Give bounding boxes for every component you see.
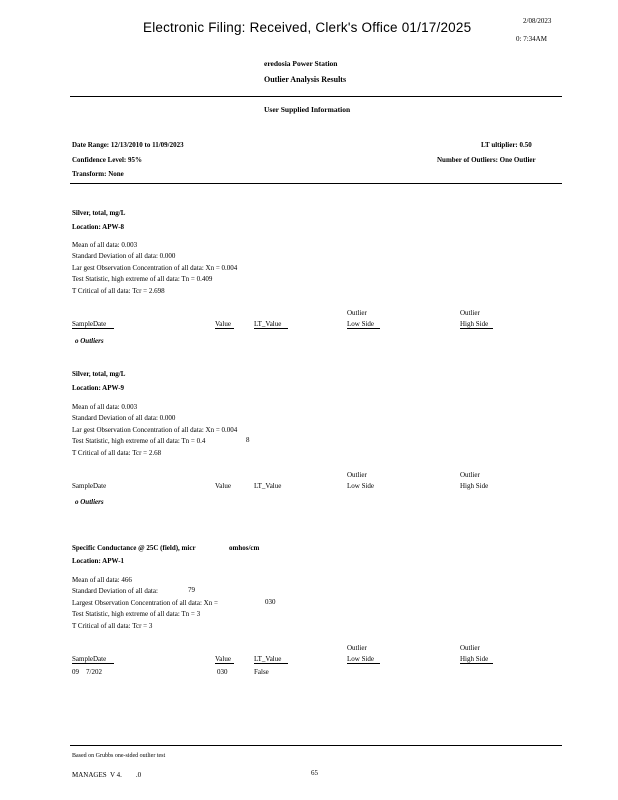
underline-value xyxy=(215,663,234,664)
parameter-name: Specific Conductance @ 25C (field), micr xyxy=(72,544,196,552)
stat-mean: Mean of all data: 466 xyxy=(72,576,132,584)
underline-sample-date xyxy=(72,328,114,329)
statistics xyxy=(72,402,237,459)
underline-high-side xyxy=(460,328,493,329)
col-outlier-high-1: Outlier xyxy=(460,309,480,317)
stat-fragment: 8 xyxy=(246,436,250,444)
print-time: 0: 7:34AM xyxy=(516,35,547,43)
no-outliers: o Outliers xyxy=(75,337,104,345)
station-name: eredosia Power Station xyxy=(264,59,338,68)
parameter-name: Silver, total, mg/L xyxy=(72,209,126,217)
lt-multiplier: LT ultiplier: 0.50 xyxy=(481,141,532,149)
underline-high-side xyxy=(460,663,493,664)
no-outliers: o Outliers xyxy=(75,498,104,506)
col-lt-value: LT_Value xyxy=(254,482,282,490)
confidence-level: Confidence Level: 95% xyxy=(72,156,142,164)
underline-sample-date xyxy=(72,663,114,664)
stat-test-statistic: Test Statistic, high extreme of all data: Tn = 0.409 xyxy=(72,275,213,284)
print-date: 2/08/2023 xyxy=(523,17,552,25)
col-sample-date: SampleDate xyxy=(72,655,107,663)
statistics xyxy=(72,575,218,632)
footer-note: Based on Grubbs one-sided outlier test xyxy=(72,753,166,759)
location: Location: APW-8 xyxy=(72,223,125,231)
col-outlier-low-2: Low Side xyxy=(347,655,375,663)
col-outlier-high-1: Outlier xyxy=(460,644,480,652)
col-value: Value xyxy=(215,655,231,663)
stat-std-dev: Standard Deviation of all data: 0.000 xyxy=(72,252,176,261)
info-rule xyxy=(70,183,562,184)
report-title: Outlier Analysis Results xyxy=(264,75,347,84)
header-rule xyxy=(70,96,562,97)
footer-rule xyxy=(70,745,562,746)
section-title: User Supplied Information xyxy=(264,105,351,114)
parameter-unit: omhos/cm xyxy=(229,544,260,552)
stat-t-critical: T Critical of all data: Tcr = 2.698 xyxy=(72,286,165,295)
col-sample-date: SampleDate xyxy=(72,320,107,328)
stat-std-dev: Standard Deviation of all data: 0.000 xyxy=(72,414,176,423)
stat-test-statistic: Test Statistic, high extreme of all data: Tn = 0.4 xyxy=(72,437,206,446)
stat-std-dev: Standard Deviation of all data: xyxy=(72,587,158,596)
stat-largest: Largest Observation Concentration of all data: Xn = xyxy=(72,598,218,607)
col-outlier-high-2: High Side xyxy=(460,482,489,490)
underline-low-side xyxy=(347,328,380,329)
col-value: Value xyxy=(215,320,231,328)
underline-value xyxy=(215,328,234,329)
number-of-outliers: Number of Outliers: One Outlier xyxy=(437,156,536,164)
transform: Transform: None xyxy=(72,170,124,178)
col-outlier-high-1: Outlier xyxy=(460,471,480,479)
col-outlier-low-1: Outlier xyxy=(347,309,367,317)
stat-fragment-largest: 030 xyxy=(265,598,276,606)
date-range: Date Range: 12/13/2010 to 11/09/2023 xyxy=(72,141,184,149)
stat-largest: Lar gest Observation Concentration of all data: Xn = 0.004 xyxy=(72,263,238,272)
col-lt-value: LT_Value xyxy=(254,320,282,328)
stat-test-statistic: Test Statistic, high extreme of all data: Tn = 3 xyxy=(72,610,201,619)
filing-stamp: Electronic Filing: Received, Clerk's Office 01/17/2025 xyxy=(143,20,472,35)
row-lt-value: False xyxy=(254,668,269,676)
stat-mean: Mean of all data: 0.003 xyxy=(72,403,138,411)
location: Location: APW-1 xyxy=(72,557,125,565)
stat-t-critical: T Critical of all data: Tcr = 3 xyxy=(72,621,153,630)
row-sample-date: 09 7/202 xyxy=(72,668,102,676)
col-outlier-high-2: High Side xyxy=(460,655,489,663)
stat-largest: Lar gest Observation Concentration of all data: Xn = 0.004 xyxy=(72,425,238,434)
underline-lt-value xyxy=(254,328,288,329)
row-value: 030 xyxy=(217,668,228,676)
col-value: Value xyxy=(215,482,231,490)
software-version: MANAGES V 4. .0 xyxy=(72,771,142,779)
col-sample-date: SampleDate xyxy=(72,482,107,490)
location: Location: APW-9 xyxy=(72,384,125,392)
underline-low-side xyxy=(347,663,380,664)
col-outlier-low-2: Low Side xyxy=(347,320,375,328)
stat-fragment-std: 79 xyxy=(188,586,195,594)
col-outlier-low-1: Outlier xyxy=(347,644,367,652)
stat-t-critical: T Critical of all data: Tcr = 2.68 xyxy=(72,448,162,457)
stat-mean: Mean of all data: 0.003 xyxy=(72,241,138,249)
statistics xyxy=(72,240,237,297)
parameter-name: Silver, total, mg/L xyxy=(72,370,126,378)
col-outlier-low-2: Low Side xyxy=(347,482,375,490)
col-outlier-high-2: High Side xyxy=(460,320,489,328)
col-outlier-low-1: Outlier xyxy=(347,471,367,479)
page-number: 65 xyxy=(311,769,318,777)
col-lt-value: LT_Value xyxy=(254,655,282,663)
underline-lt-value xyxy=(254,663,288,664)
